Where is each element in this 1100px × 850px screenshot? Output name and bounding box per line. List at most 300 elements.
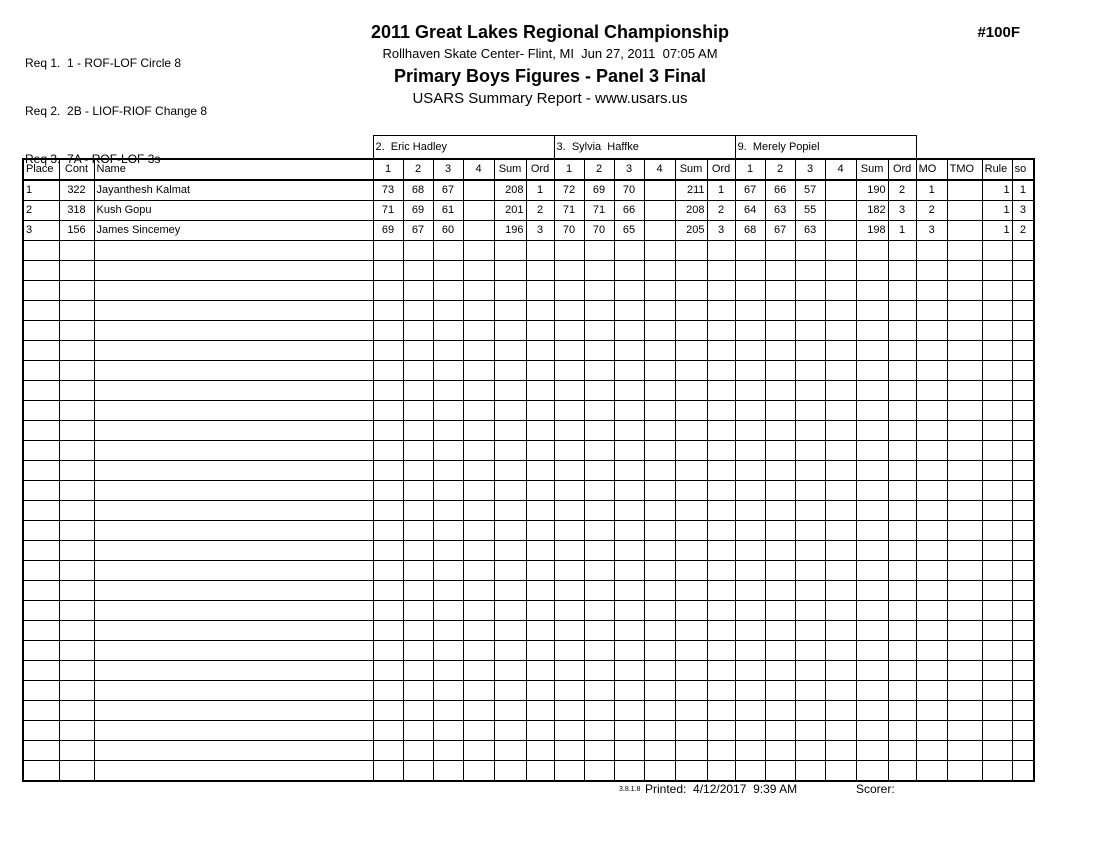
- judge-3-score-3-cell: [795, 681, 825, 701]
- judge-2-sum-cell: [675, 501, 707, 521]
- judge-1-score-4-cell: [463, 681, 494, 701]
- judge-3-score-4-cell: [825, 441, 856, 461]
- judge-2-score-4-cell: [644, 180, 675, 201]
- judge-1-score-1-cell: [373, 361, 403, 381]
- judge-1-score-1-cell: [373, 641, 403, 661]
- contestant-number-cell: [59, 301, 94, 321]
- judge-3-score-3-cell: [795, 381, 825, 401]
- judge-3-sum-cell: [856, 661, 888, 681]
- skater-name-cell: [94, 301, 373, 321]
- judge-1-score-2-cell: [403, 241, 433, 261]
- judge-2-score-1-cell: 71: [554, 201, 584, 221]
- judge-2-score-3-cell: [614, 741, 644, 761]
- judge-1-ord-cell: [526, 341, 554, 361]
- judge-3-score-1-cell: [735, 321, 765, 341]
- judge-3-score-2-cell: [765, 581, 795, 601]
- so-cell: [1012, 581, 1034, 601]
- judge-1-score-3-cell: 61: [433, 201, 463, 221]
- contestant-number-cell: [59, 761, 94, 781]
- judge-3-score-4-cell: [825, 321, 856, 341]
- judge-1-sum-cell: [494, 741, 526, 761]
- judge-2-ord-cell: [707, 461, 735, 481]
- judge-3-score-2-cell: [765, 601, 795, 621]
- judge-1-score-1-cell: [373, 341, 403, 361]
- contestant-number-cell: [59, 741, 94, 761]
- empty-row: [23, 401, 1034, 421]
- judge-2-score-4-cell: [644, 241, 675, 261]
- judge-3-score-1-cell: [735, 481, 765, 501]
- judge-1-ord-cell: [526, 421, 554, 441]
- contestant-number-cell: [59, 541, 94, 561]
- judge-2-score-4-cell: [644, 701, 675, 721]
- judge-1-score-3-cell: [433, 681, 463, 701]
- judge-3-score-4-cell: [825, 541, 856, 561]
- judge-1-sum-cell: [494, 241, 526, 261]
- judge-1-ord-cell: [526, 741, 554, 761]
- judge-1-score-4-cell: [463, 481, 494, 501]
- req-line-2: Req 2. 2B - LIOF-RIOF Change 8: [25, 104, 208, 118]
- judge-3-score-4-cell: [825, 761, 856, 781]
- judge-2-sum-cell: [675, 461, 707, 481]
- judge-2-score-4-cell: [644, 201, 675, 221]
- empty-row: [23, 561, 1034, 581]
- judge-1-score-4-cell: [463, 401, 494, 421]
- judge-1-ord-cell: [526, 761, 554, 781]
- judge-2-score-2-cell: [584, 621, 614, 641]
- judge-2-score-3-cell: [614, 281, 644, 301]
- rule-cell: 1: [982, 180, 1012, 201]
- place-cell: [23, 561, 59, 581]
- judge-3-score-1-cell: [735, 401, 765, 421]
- rule-cell: [982, 301, 1012, 321]
- judge-1-score-4-cell: [463, 521, 494, 541]
- judge-3-score-4-cell: [825, 381, 856, 401]
- judge-3-score-1-cell: [735, 741, 765, 761]
- judge-3-ord-cell: [888, 561, 916, 581]
- judge-2-score-2-cell: [584, 641, 614, 661]
- rule-cell: [982, 581, 1012, 601]
- place-cell: [23, 381, 59, 401]
- rule-cell: [982, 521, 1012, 541]
- skater-name-cell: [94, 761, 373, 781]
- judge-2-ord-cell: [707, 601, 735, 621]
- judge-3-score-1-cell: [735, 681, 765, 701]
- judge-2-score-1-cell: [554, 621, 584, 641]
- judge-1-sum-cell: [494, 641, 526, 661]
- judge-3-ord-cell: [888, 361, 916, 381]
- judge-2-sum-cell: [675, 681, 707, 701]
- tmo-cell: [947, 461, 982, 481]
- so-cell: [1012, 481, 1034, 501]
- judge-1-score-3-cell: [433, 301, 463, 321]
- judge-3-ord-cell: [888, 641, 916, 661]
- judge-3-score-3-cell: [795, 301, 825, 321]
- judge-3-score-2-cell: [765, 361, 795, 381]
- judge-1-score-3-cell: [433, 281, 463, 301]
- judge-1-score-4-cell: [463, 281, 494, 301]
- req-line-3: Req 3. 7A - ROF-LOF 3s: [25, 152, 161, 166]
- judge-3-sum-cell: [856, 501, 888, 521]
- judge-1-score-4-cell: [463, 721, 494, 741]
- judge-2-score-3-cell: [614, 501, 644, 521]
- judge-2-score-3-cell: [614, 541, 644, 561]
- tmo-cell: [947, 261, 982, 281]
- judge-1-sum-cell: [494, 281, 526, 301]
- judge-2-score-4-cell: [644, 261, 675, 281]
- judge-3-ord-cell: [888, 261, 916, 281]
- tmo-cell: [947, 321, 982, 341]
- judge-2-score-4-cell: [644, 681, 675, 701]
- empty-row: [23, 301, 1034, 321]
- judge-1-sum-cell: [494, 761, 526, 781]
- header-j1-ord: Ord: [526, 159, 554, 180]
- so-cell: [1012, 261, 1034, 281]
- judge-2-score-4-cell: [644, 641, 675, 661]
- judge-3-score-1-cell: [735, 601, 765, 621]
- tmo-cell: [947, 481, 982, 501]
- contestant-number-cell: [59, 321, 94, 341]
- judge-2-sum-cell: [675, 401, 707, 421]
- judge-3-sum-cell: [856, 601, 888, 621]
- judge-3-sum-cell: 198: [856, 221, 888, 241]
- header-j1-score-4: 4: [463, 159, 494, 180]
- judge-2-score-1-cell: [554, 241, 584, 261]
- judge-3-score-1-cell: [735, 421, 765, 441]
- judge-2-score-2-cell: 69: [584, 180, 614, 201]
- judge-3-score-1-cell: [735, 361, 765, 381]
- judge-2-sum-cell: [675, 381, 707, 401]
- judge-2-ord-cell: [707, 521, 735, 541]
- judge-1-score-1-cell: [373, 421, 403, 441]
- judge-1-score-4-cell: [463, 361, 494, 381]
- judge-1-score-1-cell: [373, 721, 403, 741]
- so-cell: [1012, 641, 1034, 661]
- judge-3-ord-cell: [888, 441, 916, 461]
- rule-cell: [982, 261, 1012, 281]
- judge-1-sum-cell: [494, 341, 526, 361]
- place-cell: [23, 521, 59, 541]
- judge-1-sum-cell: [494, 441, 526, 461]
- so-cell: [1012, 721, 1034, 741]
- judge-1-sum-cell: [494, 381, 526, 401]
- judge-1-ord-cell: [526, 501, 554, 521]
- judge-3-sum-cell: [856, 581, 888, 601]
- judge-2-score-2-cell: [584, 321, 614, 341]
- judge-1-score-4-cell: [463, 741, 494, 761]
- judge-2-score-3-cell: 70: [614, 180, 644, 201]
- mo-cell: [916, 701, 947, 721]
- judge-3-score-3-cell: [795, 581, 825, 601]
- judge-3-score-2-cell: [765, 301, 795, 321]
- judge-2-score-3-cell: [614, 521, 644, 541]
- judge-2-sum-cell: [675, 721, 707, 741]
- judge-1-score-1-cell: 69: [373, 221, 403, 241]
- header-place: Place: [23, 159, 59, 180]
- judge-2-score-3-cell: [614, 561, 644, 581]
- skater-name-cell: [94, 361, 373, 381]
- judge-1-score-4-cell: [463, 701, 494, 721]
- judge-3-sum-cell: [856, 361, 888, 381]
- judge-3-sum-cell: [856, 741, 888, 761]
- judge-3-ord-cell: [888, 601, 916, 621]
- empty-row: [23, 241, 1034, 261]
- tmo-cell: [947, 761, 982, 781]
- judge-3-ord-cell: [888, 621, 916, 641]
- judge-3-score-3-cell: [795, 501, 825, 521]
- judge-2-score-2-cell: [584, 601, 614, 621]
- judge-3-score-4-cell: [825, 561, 856, 581]
- mo-cell: [916, 341, 947, 361]
- rule-cell: [982, 361, 1012, 381]
- judge-1-score-4-cell: [463, 301, 494, 321]
- judge-3-sum-cell: [856, 301, 888, 321]
- judge-2-ord-cell: [707, 741, 735, 761]
- judge-1-score-4-cell: [463, 761, 494, 781]
- judge-2-score-3-cell: [614, 401, 644, 421]
- judge-2-sum-cell: [675, 601, 707, 621]
- mo-cell: [916, 361, 947, 381]
- empty-row: [23, 701, 1034, 721]
- rule-cell: [982, 281, 1012, 301]
- judge-2-sum-cell: [675, 741, 707, 761]
- mo-cell: 1: [916, 180, 947, 201]
- tmo-cell: [947, 541, 982, 561]
- so-cell: [1012, 701, 1034, 721]
- judge-2-score-3-cell: [614, 701, 644, 721]
- judge-3-score-4-cell: [825, 581, 856, 601]
- judge-3-score-3-cell: 57: [795, 180, 825, 201]
- empty-row: [23, 721, 1034, 741]
- judge-1-score-4-cell: [463, 381, 494, 401]
- judge-2-score-1-cell: [554, 401, 584, 421]
- judge-2-ord-cell: [707, 581, 735, 601]
- judge-1-score-3-cell: [433, 321, 463, 341]
- judge-2-score-1-cell: [554, 501, 584, 521]
- place-cell: [23, 361, 59, 381]
- contestant-number-cell: [59, 641, 94, 661]
- judge-2-score-2-cell: [584, 701, 614, 721]
- judge-2-ord-cell: [707, 241, 735, 261]
- judge-2-score-2-cell: 71: [584, 201, 614, 221]
- judge-2-score-1-cell: [554, 301, 584, 321]
- judge-3-sum-cell: [856, 441, 888, 461]
- place-cell: [23, 741, 59, 761]
- place-cell: [23, 281, 59, 301]
- tmo-cell: [947, 381, 982, 401]
- judge-1-ord-cell: [526, 301, 554, 321]
- judge-3-score-4-cell: [825, 641, 856, 661]
- tmo-cell: [947, 441, 982, 461]
- judge-3-score-2-cell: [765, 701, 795, 721]
- tmo-cell: [947, 501, 982, 521]
- judge-1-sum-cell: [494, 481, 526, 501]
- judge-2-score-4-cell: [644, 321, 675, 341]
- judge-1-score-2-cell: [403, 381, 433, 401]
- rule-cell: [982, 741, 1012, 761]
- rule-cell: [982, 481, 1012, 501]
- judge-2-sum-cell: [675, 361, 707, 381]
- skater-name-cell: [94, 621, 373, 641]
- scorer-label: Scorer:: [856, 782, 895, 796]
- judge-3-score-1-cell: [735, 381, 765, 401]
- judge-1-sum-cell: [494, 261, 526, 281]
- so-cell: [1012, 421, 1034, 441]
- judge-1-score-2-cell: [403, 401, 433, 421]
- skater-name-cell: [94, 521, 373, 541]
- judge-2-score-2-cell: [584, 541, 614, 561]
- judge-3-score-3-cell: [795, 601, 825, 621]
- judge-3-score-3-cell: 55: [795, 201, 825, 221]
- judge-3-score-2-cell: [765, 321, 795, 341]
- tmo-cell: [947, 401, 982, 421]
- judge-1-sum-cell: 201: [494, 201, 526, 221]
- judge-1-score-2-cell: [403, 501, 433, 521]
- tmo-cell: [947, 201, 982, 221]
- judge-3-sum-cell: [856, 381, 888, 401]
- judge-2-score-1-cell: [554, 521, 584, 541]
- so-cell: [1012, 461, 1034, 481]
- judge-3-score-2-cell: [765, 481, 795, 501]
- tmo-cell: [947, 661, 982, 681]
- judge-1-ord-cell: [526, 361, 554, 381]
- judge-2-score-4-cell: [644, 281, 675, 301]
- empty-row: [23, 361, 1034, 381]
- header-j1-sum: Sum: [494, 159, 526, 180]
- contestant-number-cell: 318: [59, 201, 94, 221]
- judge-3-score-4-cell: [825, 281, 856, 301]
- judge-3-ord-cell: [888, 721, 916, 741]
- contestant-number-cell: [59, 581, 94, 601]
- judge-2-score-2-cell: [584, 521, 614, 541]
- judge-1-sum-cell: [494, 501, 526, 521]
- rule-cell: [982, 561, 1012, 581]
- header-j3-score-2: 2: [765, 159, 795, 180]
- judge-1-score-3-cell: [433, 541, 463, 561]
- judge-3-score-1-cell: [735, 701, 765, 721]
- judge-1-sum-cell: 196: [494, 221, 526, 241]
- judge-2-sum-cell: [675, 621, 707, 641]
- judge-1-score-4-cell: [463, 621, 494, 641]
- judge-3-sum-cell: [856, 761, 888, 781]
- judge-1-score-2-cell: [403, 341, 433, 361]
- judge-2-sum-cell: [675, 341, 707, 361]
- judge-3-ord-cell: [888, 401, 916, 421]
- judge-3-score-1-cell: [735, 641, 765, 661]
- judge-1-score-1-cell: [373, 601, 403, 621]
- judge-2-score-2-cell: [584, 381, 614, 401]
- contestant-number-cell: [59, 381, 94, 401]
- judge-3-score-2-cell: [765, 381, 795, 401]
- judge-3-ord-cell: [888, 581, 916, 601]
- judge-1-sum-cell: [494, 621, 526, 641]
- judge-2-ord-cell: [707, 641, 735, 661]
- judge-2-score-1-cell: [554, 421, 584, 441]
- skater-name-cell: [94, 681, 373, 701]
- rule-cell: [982, 701, 1012, 721]
- report-type-line: USARS Summary Report - www.usars.us: [412, 90, 688, 108]
- judge-3-score-3-cell: [795, 421, 825, 441]
- mo-cell: [916, 561, 947, 581]
- judge-2-score-2-cell: [584, 561, 614, 581]
- judge-3-score-2-cell: 67: [765, 221, 795, 241]
- printed-timestamp: Printed: 4/12/2017 9:39 AM: [645, 782, 798, 796]
- mo-cell: [916, 421, 947, 441]
- judge-1-score-3-cell: [433, 721, 463, 741]
- so-cell: [1012, 501, 1034, 521]
- place-cell: [23, 421, 59, 441]
- header-cont: Cont: [59, 159, 94, 180]
- judge-1-score-1-cell: [373, 501, 403, 521]
- judge-1-score-1-cell: [373, 761, 403, 781]
- judge-2-ord-cell: [707, 481, 735, 501]
- judge-3-score-3-cell: [795, 721, 825, 741]
- judge-3-sum-cell: [856, 541, 888, 561]
- judge-1-score-4-cell: [463, 661, 494, 681]
- judge-2-score-1-cell: [554, 481, 584, 501]
- judge-2-score-3-cell: [614, 601, 644, 621]
- result-row: [23, 221, 1034, 241]
- skater-name-cell: Kush Gopu: [94, 201, 373, 221]
- judge-1-score-3-cell: [433, 481, 463, 501]
- judge-3-score-4-cell: [825, 601, 856, 621]
- skater-name-cell: [94, 741, 373, 761]
- judge-2-score-4-cell: [644, 361, 675, 381]
- so-cell: [1012, 521, 1034, 541]
- judge-1-sum-cell: [494, 601, 526, 621]
- judge-3-score-4-cell: [825, 661, 856, 681]
- judge-3-score-1-cell: [735, 241, 765, 261]
- rule-cell: 1: [982, 201, 1012, 221]
- judge-3-score-1-cell: [735, 461, 765, 481]
- judge-2-ord-cell: [707, 281, 735, 301]
- judge-2-score-4-cell: [644, 721, 675, 741]
- judge-1-score-1-cell: [373, 321, 403, 341]
- judge-1-score-3-cell: [433, 241, 463, 261]
- header-rule: Rule: [982, 159, 1012, 180]
- judge-3-score-1-cell: [735, 261, 765, 281]
- judge-1-score-3-cell: [433, 441, 463, 461]
- judge-2-score-4-cell: [644, 461, 675, 481]
- header-so: so: [1012, 159, 1034, 180]
- skater-name-cell: [94, 381, 373, 401]
- judge-2-score-1-cell: [554, 541, 584, 561]
- judge-2-score-2-cell: [584, 281, 614, 301]
- rule-cell: [982, 641, 1012, 661]
- judge-3-score-1-cell: [735, 661, 765, 681]
- empty-row: [23, 281, 1034, 301]
- mo-cell: [916, 761, 947, 781]
- rule-cell: [982, 401, 1012, 421]
- judge-2-score-4-cell: [644, 421, 675, 441]
- rule-cell: [982, 461, 1012, 481]
- place-cell: 3: [23, 221, 59, 241]
- place-cell: [23, 261, 59, 281]
- judge-2-score-3-cell: [614, 681, 644, 701]
- judge-3-score-3-cell: [795, 341, 825, 361]
- judge-1-sum-cell: [494, 581, 526, 601]
- judge-3-score-1-cell: [735, 581, 765, 601]
- judge-1-sum-cell: [494, 401, 526, 421]
- judge-3-ord-cell: [888, 281, 916, 301]
- rule-cell: [982, 541, 1012, 561]
- skater-name-cell: [94, 701, 373, 721]
- judge-1-sum-cell: [494, 721, 526, 741]
- header-mo: MO: [916, 159, 947, 180]
- tmo-cell: [947, 721, 982, 741]
- judge-1-ord-cell: [526, 521, 554, 541]
- judge-3-score-4-cell: [825, 221, 856, 241]
- judge-2-sum-cell: [675, 241, 707, 261]
